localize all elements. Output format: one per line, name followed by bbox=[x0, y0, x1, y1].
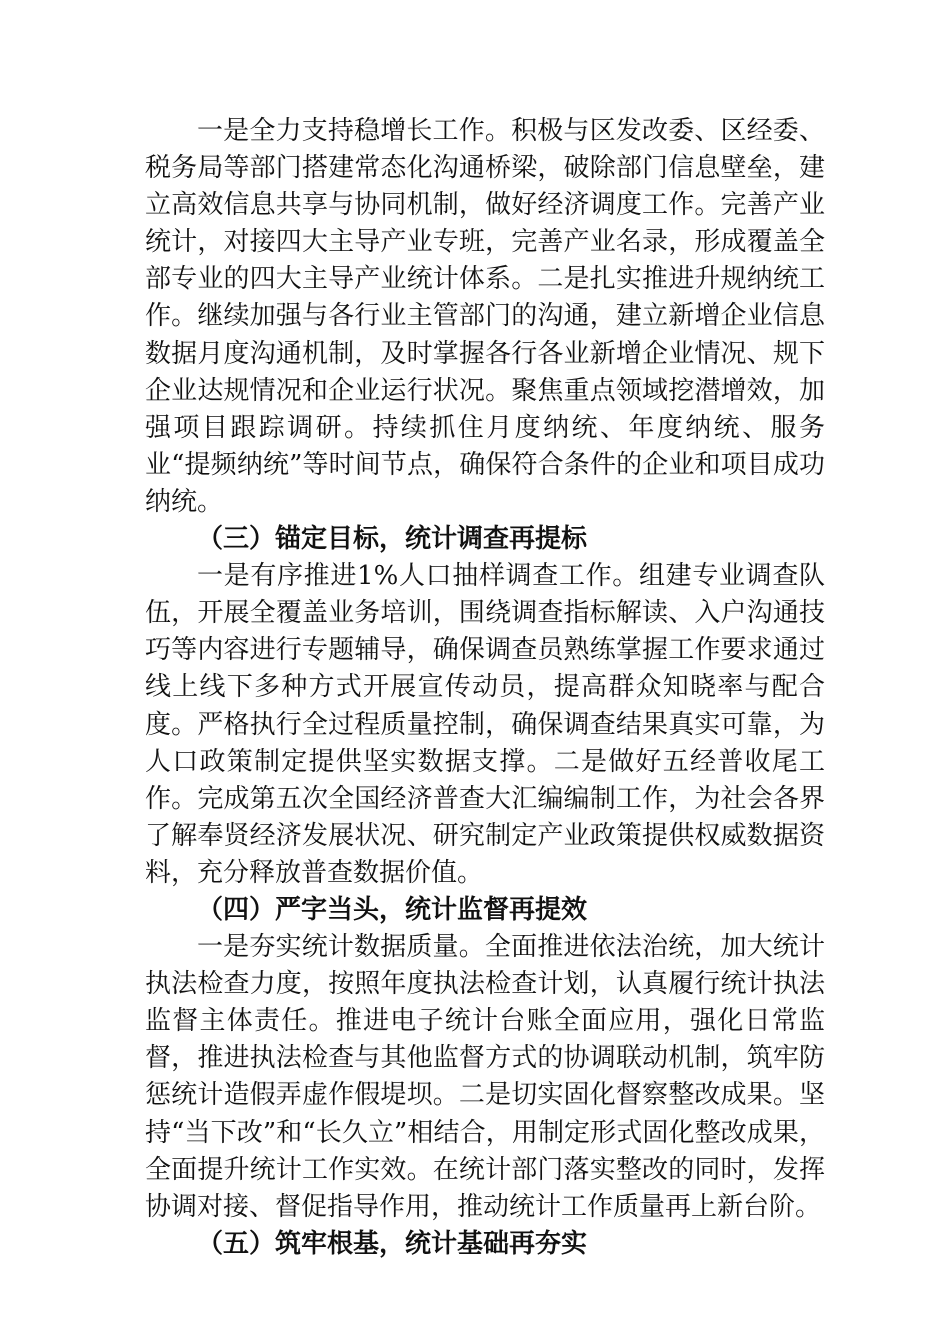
paragraph-population-survey: 一是有序推进1%人口抽样调查工作。组建专业调查队伍，开展全覆盖业务培训，围绕调查指标解读、入户沟通技巧等内容进行专题辅导，确保调查员熟练掌握工作要求通过线上线下多种方式开展宣传动员，提高群众知晓率与配合度。严格执行全过程质量控制，确保调查结果真实可靠，为人口政策制定提供坚实数据支撑。二是做好五经普收尾工作。完成第五次全国经济普查大汇编编制工作，为社会各界了解奉贤经济发展状况、研究制定产业政策提供权威数据资料，充分释放普查数据价值。 bbox=[145, 561, 825, 888]
heading-section-5: （五）筑牢根基，统计基础再夯实 bbox=[197, 1228, 588, 1259]
heading-section-3: （三）锚定目标，统计调查再提标 bbox=[197, 524, 588, 555]
document-body bbox=[145, 113, 825, 1263]
paragraph-steady-growth: 一是全力支持稳增长工作。积极与区发改委、区经委、税务局等部门搭建常态化沟通桥梁，破除部门信息壁垒，建立高效信息共享与协同机制，做好经济调度工作。完善产业统计，对接四大主导产业专班，完善产业名录，形成覆盖全部专业的四大主导产业统计体系。二是扎实推进升规纳统工作。继续加强与各行业主管部门的沟通，建立新增企业信息数据月度沟通机制，及时掌握各行各业新增企业情况、规下企业达规情况和企业运行状况。聚焦重点领域挖潜增效，加强项目跟踪调研。持续抓住月度纳统、年度纳统、服务业“提频纳统”等时间节点，确保符合条件的企业和项目成功纳统。 bbox=[145, 116, 825, 517]
paragraph-data-quality: 一是夯实统计数据质量。全面推进依法治统，加大统计执法检查力度，按照年度执法检查计划，认真履行统计执法监督主体责任。推进电子统计台账全面应用，强化日常监督，推进执法检查与其他监督方式的协调联动机制，筑牢防惩统计造假弄虚作假堤坝。二是切实固化督察整改成果。坚持“当下改”和“长久立”相结合，用制定形式固化整改成果，全面提升统计工作实效。在统计部门落实整改的同时，发挥协调对接、督促指导作用，推动统计工作质量再上新台阶。 bbox=[145, 932, 825, 1222]
heading-section-4: （四）严字当头，统计监督再提效 bbox=[197, 894, 588, 925]
